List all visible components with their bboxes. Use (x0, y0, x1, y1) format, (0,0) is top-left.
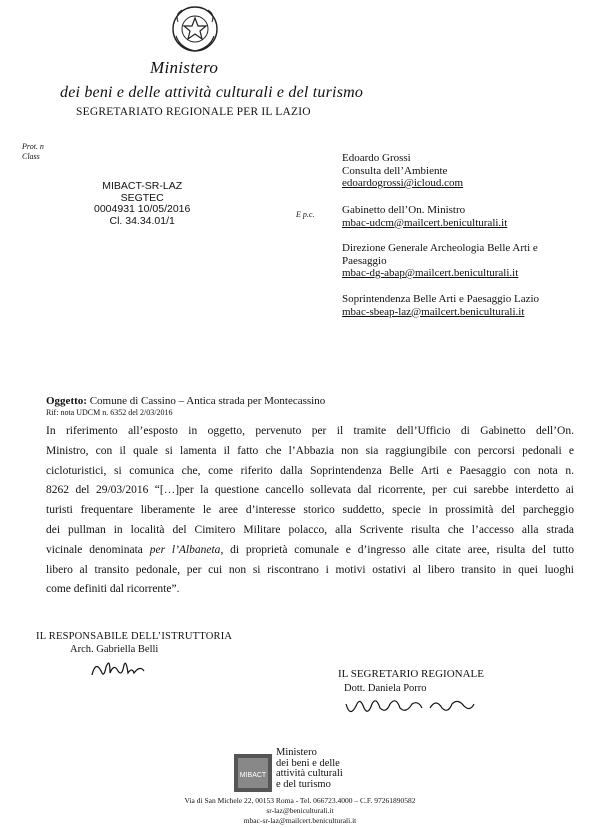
ministry-subtitle: dei beni e delle attività culturali e del turismo (60, 84, 364, 101)
footer-ministry (276, 748, 343, 790)
recipient-name: Gabinetto dell’On. Ministro (342, 204, 466, 216)
recipient-1 (342, 152, 463, 190)
body-emphasis: per l’Albaneta (149, 543, 221, 556)
protocol-line: Cl. 34.34.01/1 (109, 214, 175, 227)
responsible-name: Arch. Gabriella Belli (70, 644, 159, 655)
prot-label: Prot. n (22, 142, 44, 151)
footer-ministry-line: attività culturali (276, 768, 343, 779)
segretario-title: IL SEGRETARIO REGIONALE (338, 668, 484, 680)
ministry-title: Ministero (150, 58, 219, 77)
recipient-4 (342, 293, 539, 318)
republic-emblem-icon (170, 4, 220, 54)
body-line: libero al transito pedonale, per cui non si riscontrano i motivi ostativi al libero transito in quei luoghi (46, 563, 574, 576)
body-line (46, 541, 574, 561)
signature-belli-icon (88, 655, 158, 681)
body-line: 8262 del 29/03/2016 “[…]per la questione cancello sollevata dal ricorrente, per cui sarebbe interdetto ai (46, 484, 574, 497)
protocol-line: 0004931 10/05/2016 (94, 203, 191, 215)
footer-ministry-line: e del turismo (276, 778, 331, 790)
mibact-logo-icon (232, 752, 274, 794)
letter-body (46, 422, 574, 600)
recipient-email-link[interactable]: mbac-udcm@mailcert.beniculturali.it (342, 216, 508, 229)
responsible-title: IL RESPONSABILE DELL’ISTRUTTORIA (36, 631, 233, 642)
footer-address (90, 796, 510, 826)
recipient-email-link[interactable]: mbac-sbeap-laz@mailcert.beniculturali.it (342, 305, 525, 318)
recipient-name: Soprintendenza Belle Arti e Paesaggio Lazio (342, 293, 540, 305)
segretariato-heading: SEGRETARIATO REGIONALE PER IL LAZIO (76, 106, 311, 118)
recipient-org: Consulta dell’Ambiente (342, 164, 448, 177)
protocol-line: SEGTEC (120, 191, 164, 204)
segretario-name: Dott. Daniela Porro (344, 683, 427, 694)
recipient-name: Direzione Generale Archeologia Belle Arti e (342, 242, 538, 254)
signature-porro-icon (340, 690, 480, 720)
subject-line (46, 395, 325, 407)
logo-text: MIBACT (239, 772, 267, 779)
recipient-email-link[interactable]: edoardogrossi@icloud.com (342, 177, 464, 189)
footer-address-line: Via di San Michele 22, 00153 Roma - Tel. 066723.4000 – C.F. 97261890582 (184, 796, 416, 805)
body-line: cicloturistici, si comunica che, come riferito dalla Soprintendenza Belle Arti e Paesaggio con nota n. (46, 464, 574, 477)
body-line: turisti frequentare liberamente le aree d’interesse storico suddetto, specie in prossimità del parcheggio (46, 504, 574, 517)
cp-label: E p.c. (296, 210, 315, 219)
prot-labels (22, 142, 44, 162)
body-line: Ministro, con il quale si lamenta il fatto che l’Abbazia non sia raggiungibile con percorsi pedonali e (46, 444, 574, 457)
recipient-name: Edoardo Grossi (342, 152, 411, 164)
reference-note: Rif: nota UDCM n. 6352 del 2/03/2016 (46, 408, 173, 417)
footer-ministry-line: dei beni e delle (276, 757, 340, 769)
recipient-name-cont: Paesaggio (342, 254, 387, 267)
recipient-email-link[interactable]: mbac-dg-abap@mailcert.beniculturali.it (342, 267, 519, 279)
subject-text: Comune di Cassino – Antica strada per Montecassino (89, 395, 326, 407)
body-text: , di proprietà comunale e d’ingresso alle citate aree, risulta del tutto (220, 543, 575, 556)
body-text: vicinale denominata (46, 543, 150, 556)
subject-label: Oggetto: (46, 395, 87, 407)
footer-ministry-line: Ministero (276, 747, 317, 758)
body-line: dei pullman in località del Cimitero Militare polacco, alla Scrivente risulta che l’accesso alla strada (46, 523, 574, 536)
protocol-line: MIBACT-SR-LAZ (102, 180, 183, 192)
body-line: come definiti dal ricorrente”. (46, 583, 180, 596)
recipient-3 (342, 242, 538, 280)
body-line: In riferimento all’esposto in oggetto, pervenuto per il tramite dell’Ufficio di Gabinetto dell’On. (46, 425, 574, 437)
protocol-block (94, 181, 190, 227)
recipient-2 (342, 204, 507, 229)
footer-email-link[interactable]: mbac-sr-laz@mailcert.beniculturali.it (243, 816, 357, 825)
class-label: Class (22, 152, 40, 161)
footer-email-link[interactable]: sr-laz@beniculturali.it (266, 806, 334, 815)
